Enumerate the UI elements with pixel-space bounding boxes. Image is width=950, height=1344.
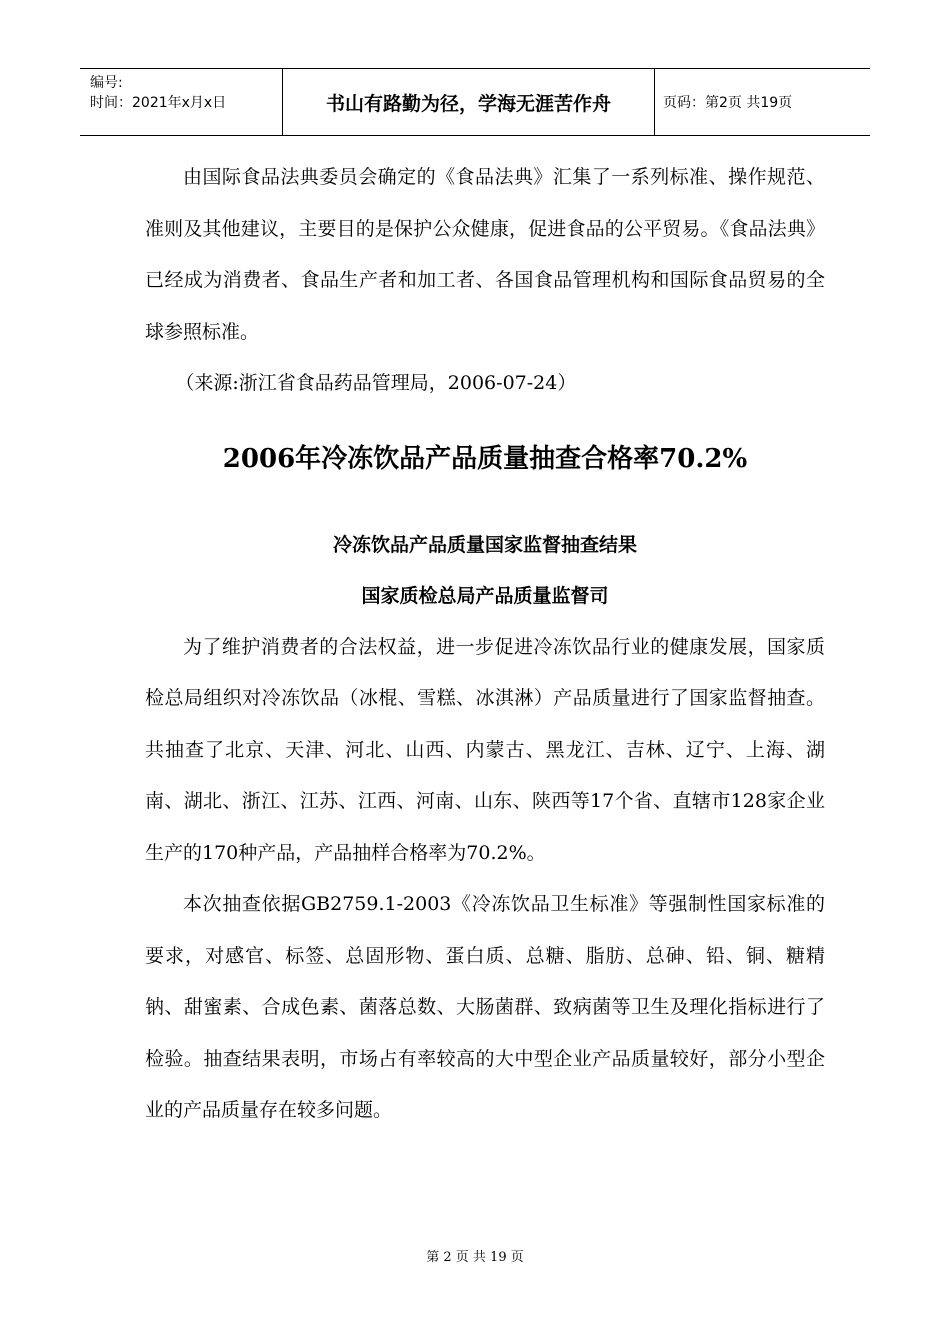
page-header <box>80 68 870 136</box>
header-meta <box>80 69 282 135</box>
header-motto: 书山有路勤为径，学海无涯苦作舟 <box>282 69 655 135</box>
document-body <box>145 152 825 1137</box>
header-page-info: 页码：第2页 共19页 <box>663 95 793 111</box>
article-subtitle: 冷冻饮品产品质量国家监督抽查结果 <box>332 533 637 556</box>
article-title: 2006年冷冻饮品产品质量抽查合格率70.2% <box>222 443 748 474</box>
page-footer: 第 2 页 共 19 页 <box>426 1250 524 1265</box>
document-time-label: 时间：2021年x月x日 <box>90 95 227 111</box>
article-paragraph-1: 为了维护消费者的合法权益，进一步促进冷冻饮品行业的健康发展，国家质检总局组织对冷冻饮品（冰棍、雪糕、冰淇淋）产品质量进行了国家监督抽查。共抽查了北京、天津、河北、山西、内蒙古、黑龙江、吉林、辽宁、上海、湖南、湖北、浙江、江苏、江西、河南、山东、陕西等17个省、直辖市128家企业生产的170种产品，产品抽样合格率为70.2%。 <box>145 635 825 864</box>
intro-paragraph: 由国际食品法典委员会确定的《食品法典》汇集了一系列标准、操作规范、准则及其他建议，主要目的是保护公众健康，促进食品的公平贸易。《食品法典》已经成为消费者、食品生产者和加工者、各国食品管理机构和国际食品贸易的全球参照标准。 <box>145 166 825 343</box>
article-paragraph-2: 本次抽查依据GB2759.1-2003《冷冻饮品卫生标准》等强制性国家标准的要求，对感官、标签、总固形物、蛋白质、总糖、脂肪、总砷、铅、铜、糖精钠、甜蜜素、合成色素、菌落总数、大肠菌群、致病菌等卫生及理化指标进行了检验。抽查结果表明，市场占有率较高的大中型企业产品质量较好，部分小型企业的产品质量存在较多问题。 <box>145 893 825 1121</box>
article-author: 国家质检总局产品质量监督司 <box>361 584 609 607</box>
source-line: （来源:浙江省食品药品管理局，2006-07-24） <box>175 372 577 394</box>
document-number-label: 编号: <box>90 75 123 91</box>
